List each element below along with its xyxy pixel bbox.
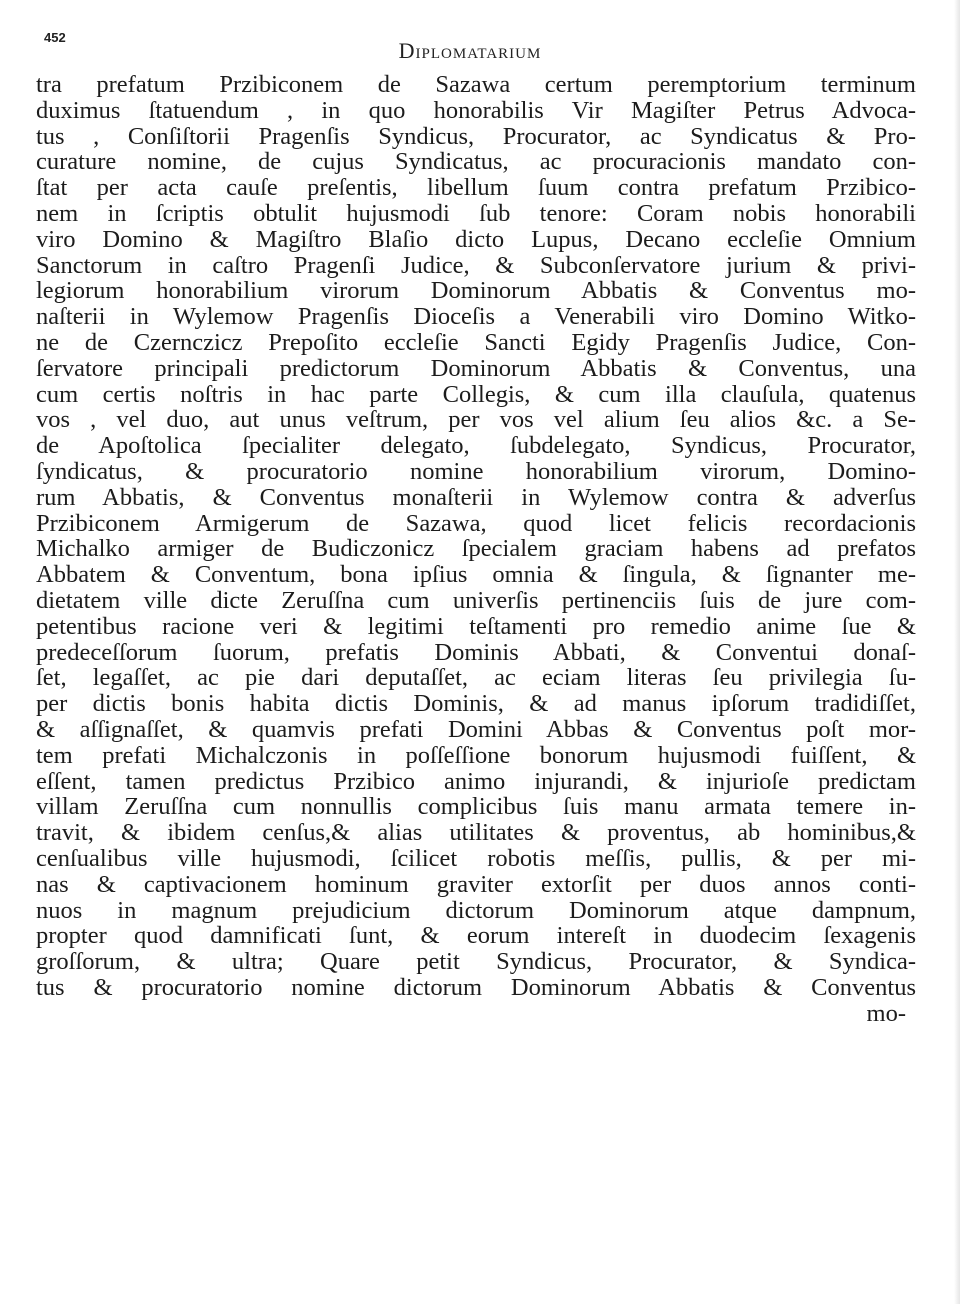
text-line: tus , Conſiſtorii Pragenſis Syndicus, Procurator, ac Syndicatus & Pro- [36, 123, 916, 150]
text-line: cum certis noſtris in hac parte Collegis, & cum illa clauſula, quatenus [36, 381, 916, 408]
text-line: tra prefatum Przibiconem de Sazawa certum peremptorium terminum [36, 72, 916, 98]
text-line: eſſent, tamen predictus Przibico animo injurandi, & injurioſe predictam [36, 768, 916, 795]
text-line: ne de Czernczicz Prepoſito eccleſie Sancti Egidy Pragenſis Judice, Con- [36, 329, 916, 356]
text-line: predeceſſorum ſuorum, prefatis Dominis Abbati, & Conventui donaſ- [36, 639, 916, 666]
text-line: Abbatem & Conventum, bona ipſius omnia & ſingula, & ſignanter me- [36, 562, 916, 588]
text-line: petentibus racione veri & legitimi teſtamenti pro remedio anime ſue & [36, 613, 916, 640]
text-line: Przibiconem Armigerum de Sazawa, quod licet felicis recordacionis [36, 510, 916, 537]
text-line: ſet, legaſſet, ac pie dari deputaſſet, ac eciam literas ſeu privilegia ſu- [36, 665, 916, 692]
scan-edge [954, 0, 960, 1304]
text-line: ſervatore principali predictorum Dominorum Abbatis & Conventus, una [36, 355, 916, 382]
running-head: Diplomatarium [398, 38, 542, 63]
text-line: propter quod damnificati ſunt, & eorum intereſt in duodecim ſexagenis [36, 923, 916, 950]
body-text [36, 72, 916, 1026]
text-line: legiorum honorabilium virorum Dominorum Abbatis & Conventus mo- [36, 278, 916, 305]
text-line: tus & procuratorio nomine dictorum Dominorum Abbatis & Conventus [36, 974, 916, 1001]
text-line: curature nomine, de cujus Syndicatus, ac procuracionis mandato con- [36, 149, 916, 176]
text-line: vos , vel duo, aut unus veſtrum, per vos vel alium ſeu alios &c. a Se- [36, 407, 916, 434]
text-line: per dictis bonis habita dictis Dominis, & ad manus ipſorum tradidiſſet, [36, 691, 916, 717]
text-line: mo- [866, 1000, 906, 1027]
text-line: villam Zeruſſna cum nonnullis complicibus ſuis manu armata temere in- [36, 794, 916, 821]
text-line: cenſualibus ville hujusmodi, ſcilicet robotis meſſis, pullis, & per mi- [36, 845, 916, 872]
text-line: Sanctorum in caſtro Pragenſi Judice, & Subconſervatore jurium & privi- [36, 252, 916, 279]
text-line: & aſſignaſſet, & quamvis prefati Domini Abbas & Conventus poſt mor- [36, 716, 916, 743]
text-line: nuos in magnum prejudicium dictorum Dominorum atque dampnum, [36, 897, 916, 924]
text-line: travit, & ibidem cenſus,& alias utilitates & proventus, ab hominibus,& [36, 820, 916, 846]
text-line: nas & captivacionem hominum graviter extorſit per duos annos conti- [36, 871, 916, 898]
page-number: 452 [44, 30, 66, 45]
text-line: ſtat per acta cauſe preſentis, libellum ſuum contra prefatum Przibico- [36, 175, 916, 201]
text-line: nem in ſcriptis obtulit hujusmodi ſub tenore: Coram nobis honorabili [36, 200, 916, 227]
text-line: duximus ſtatuendum , in quo honorabilis Vir Magiſter Petrus Advoca- [36, 97, 916, 124]
text-line: Michalko armiger de Budiczonicz ſpecialem graciam habens ad prefatos [36, 536, 916, 563]
text-line: naſterii in Wylemow Pragenſis Dioceſis a Venerabili viro Domino Witko- [36, 304, 916, 330]
text-line: viro Domino & Magiſtro Blaſio dicto Lupus, Decano eccleſie Omnium [36, 226, 916, 253]
text-line: ſyndicatus, & procuratorio nomine honorabilium virorum, Domino- [36, 458, 916, 485]
text-line: tem prefati Michalczonis in poſſeſſione bonorum hujusmodi fuiſſent, & [36, 742, 916, 769]
text-line: de Apoſtolica ſpecialiter delegato, ſubdelegato, Syndicus, Procurator, [36, 433, 916, 459]
text-line: groſſorum, & ultra; Quare petit Syndicus, Procurator, & Syndica- [36, 949, 916, 975]
text-line: dietatem ville dicte Zeruſſna cum univerſis pertinenciis ſuis de jure com- [36, 587, 916, 614]
text-line: rum Abbatis, & Conventus monaſterii in Wylemow contra & adverſus [36, 484, 916, 511]
